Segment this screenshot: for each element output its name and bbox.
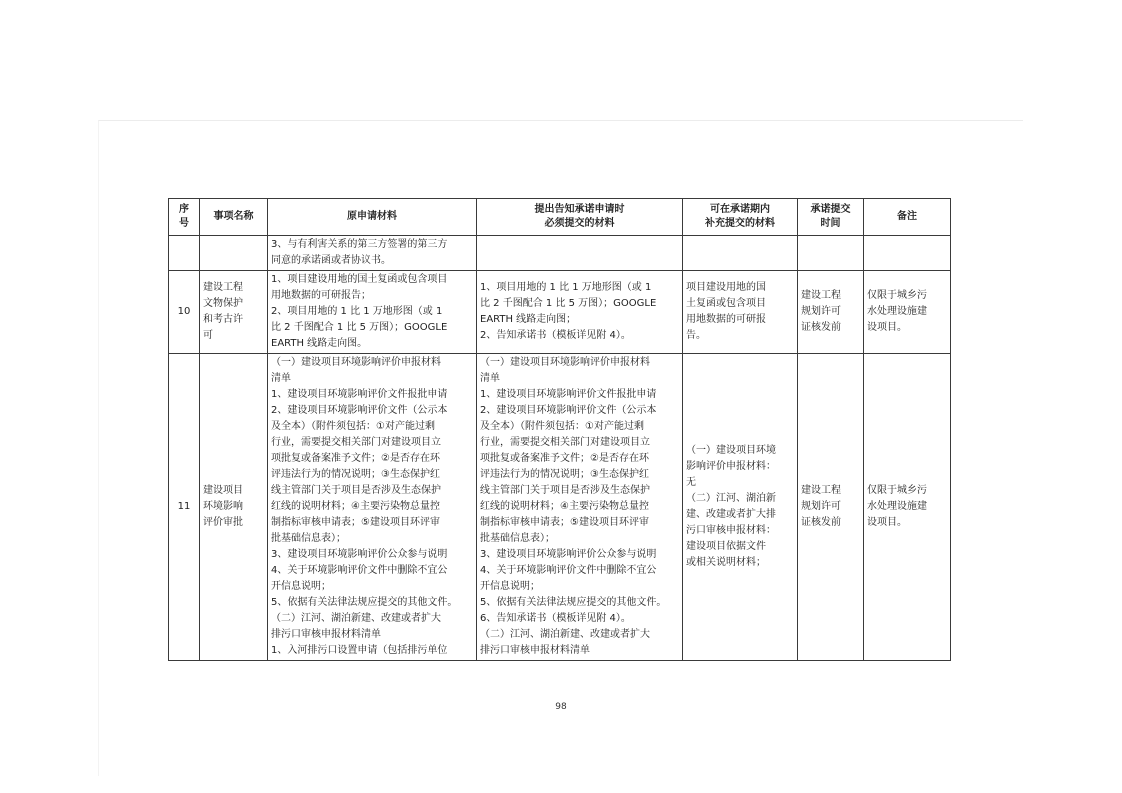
- cell-line: 行业，需要提交相关部门对建设项目立: [271, 437, 441, 448]
- row-commit-time: [798, 271, 864, 354]
- header-line: 备注: [897, 211, 917, 222]
- row-required-materials: [477, 236, 683, 271]
- cell-line: 2、告知承诺书（模板详见附 4）。: [480, 330, 631, 341]
- cell-line: 4、关于环境影响评价文件中删除不宜公: [271, 565, 448, 576]
- header-item-name: [200, 199, 268, 236]
- row-remark: [864, 354, 951, 661]
- cell-line: 影响评价申报材料：: [686, 461, 776, 472]
- cell-line: 清单: [271, 373, 291, 384]
- header-remark: [864, 199, 951, 236]
- header-line: 号: [179, 218, 189, 229]
- row-item-name: [200, 271, 268, 354]
- cell-line: 6、告知承诺书（模板详见附 4）。: [480, 613, 631, 624]
- cell-line: 开信息说明；: [480, 581, 540, 592]
- row-supplement-materials: [683, 236, 798, 271]
- cell-line: 水处理设施建: [867, 501, 927, 512]
- header-seq: [169, 199, 200, 236]
- cell-line: 1、入河排污口设置申请（包括排污单位: [271, 645, 448, 656]
- cell-line: 设项目。: [867, 322, 907, 333]
- cell-line: 或相关说明材料；: [686, 557, 766, 568]
- row-commit-time: [798, 236, 864, 271]
- cell-line: 批基础信息表）；: [480, 533, 555, 544]
- cell-line: （二）江河、湖泊新: [686, 493, 776, 504]
- cell-line: 排污口审核申报材料清单: [480, 645, 590, 656]
- cell-line: 比 2 千图配合 1 比 5 万图）；GOOGLE: [480, 298, 657, 309]
- cell-line: 建设工程: [801, 290, 841, 301]
- cell-line: 比 2 千图配合 1 比 5 万图）；GOOGLE: [271, 322, 448, 333]
- cell-line: 批基础信息表）；: [271, 533, 346, 544]
- header-line: 序: [179, 204, 189, 215]
- row-remark: [864, 236, 951, 271]
- cell-line: 仅限于城乡污: [867, 485, 927, 496]
- header-line: 承诺提交: [810, 204, 851, 215]
- cell-line: 1、项目建设用地的国土复函或包含项目: [271, 274, 448, 285]
- cell-line: 项批复或备案准予文件；②是否存在环: [271, 453, 440, 464]
- cell-line: 1、项目用地的 1 比 1 万地形图（或 1: [480, 282, 652, 293]
- cell-line: 2、建设项目环境影响评价文件（公示本: [480, 405, 657, 416]
- cell-line: 项批复或备案准予文件；②是否存在环: [480, 453, 649, 464]
- cell-line: 水处理设施建: [867, 306, 927, 317]
- cell-line: 1、建设项目环境影响评价文件报批申请: [271, 389, 448, 400]
- cell-line: 5、依据有关法律法规应提交的其他文件。: [480, 597, 667, 608]
- row-supplement-materials: [683, 354, 798, 661]
- cell-line: 评价审批: [203, 517, 243, 528]
- cell-line: 清单: [480, 373, 500, 384]
- header-line: 原申请材料: [347, 211, 397, 222]
- row-original-materials: [268, 354, 477, 661]
- cell-line: 证核发前: [801, 322, 841, 333]
- page-number: 98: [555, 702, 567, 712]
- header-row: [169, 199, 951, 236]
- cell-line: （二）江河、湖泊新建、改建或者扩大: [480, 629, 650, 640]
- cell-line: 3、建设项目环境影响评价公众参与说明: [480, 549, 657, 560]
- cell-line: 2、建设项目环境影响评价文件（公示本: [271, 405, 448, 416]
- cell-line: EARTH 线路走向图。: [271, 338, 368, 349]
- header-line: 可在承诺期内: [710, 204, 770, 215]
- cell-line: 污口审核申报材料：: [686, 525, 776, 536]
- cell-line: 红线的说明材料；④主要污染物总量控: [271, 501, 440, 512]
- cell-line: 建设项目依据文件: [686, 541, 766, 552]
- cell-line: 建设项目: [203, 485, 243, 496]
- row-number: 11: [169, 354, 200, 661]
- cell-line: （一）建设项目环境影响评价申报材料: [480, 357, 650, 368]
- cell-line: 设项目。: [867, 517, 907, 528]
- cell-line: 5、依据有关法律法规应提交的其他文件。: [271, 597, 458, 608]
- cell-line: （一）建设项目环境: [686, 445, 776, 456]
- cell-line: 建设工程: [203, 282, 243, 293]
- cell-line: 3、与有利害关系的第三方签署的第三方: [271, 239, 448, 250]
- cell-line: 证核发前: [801, 517, 841, 528]
- cell-line: 建设工程: [801, 485, 841, 496]
- cell-line: 开信息说明；: [271, 581, 331, 592]
- cell-line: 告。: [686, 330, 706, 341]
- row-required-materials: [477, 354, 683, 661]
- cell-line: 规划许可: [801, 306, 841, 317]
- cell-line: 同意的承诺函或者协议书。: [271, 255, 391, 266]
- cell-line: 仅限于城乡污: [867, 290, 927, 301]
- cell-line: 线主管部门关于项目是否涉及生态保护: [480, 485, 650, 496]
- cell-line: 及全本）（附件须包括：①对产能过剩: [480, 421, 644, 432]
- cell-line: （一）建设项目环境影响评价申报材料: [271, 357, 441, 368]
- row-original-materials: [268, 271, 477, 354]
- cell-line: 评违法行为的情况说明；③生态保护红: [480, 469, 649, 480]
- cell-line: 排污口审核申报材料清单: [271, 629, 381, 640]
- row-item-name: [200, 354, 268, 661]
- cell-line: 3、建设项目环境影响评价公众参与说明: [271, 549, 448, 560]
- table-row: [169, 236, 951, 271]
- header-supplement-materials: [683, 199, 798, 236]
- header-required-materials: [477, 199, 683, 236]
- cell-line: 环境影响: [203, 501, 243, 512]
- cell-line: 线主管部门关于项目是否涉及生态保护: [271, 485, 441, 496]
- row-item-name: [200, 236, 268, 271]
- row-original-materials: [268, 236, 477, 271]
- cell-line: 4、关于环境影响评价文件中删除不宜公: [480, 565, 657, 576]
- cell-line: 无: [686, 477, 696, 488]
- row-required-materials: [477, 271, 683, 354]
- row-supplement-materials: [683, 271, 798, 354]
- cell-line: EARTH 线路走向图；: [480, 314, 577, 325]
- cell-line: 用地数据的可研报: [686, 314, 766, 325]
- header-line: 时间: [820, 218, 841, 229]
- cell-line: 行业，需要提交相关部门对建设项目立: [480, 437, 650, 448]
- cell-line: 制指标审核申请表；⑤建设项目环评审: [480, 517, 649, 528]
- header-line: 必须提交的材料: [544, 218, 615, 229]
- cell-line: 土复函或包含项目: [686, 298, 766, 309]
- row-number: [169, 236, 200, 271]
- row-remark: [864, 271, 951, 354]
- cell-line: 1、建设项目环境影响评价文件报批申请: [480, 389, 657, 400]
- header-line: 事项名称: [213, 211, 254, 222]
- cell-line: 规划许可: [801, 501, 841, 512]
- cell-line: 及全本）（附件须包括：①对产能过剩: [271, 421, 435, 432]
- cell-line: 制指标审核申请表；⑤建设项目环评审: [271, 517, 440, 528]
- cell-line: 评违法行为的情况说明；③生态保护红: [271, 469, 440, 480]
- table-row: [169, 354, 951, 661]
- cell-line: 可: [203, 330, 213, 341]
- row-number: 10: [169, 271, 200, 354]
- header-line: 提出告知承诺申请时: [534, 204, 625, 215]
- cell-line: 红线的说明材料；④主要污染物总量控: [480, 501, 649, 512]
- cell-line: 和考古许: [203, 314, 243, 325]
- cell-line: 2、项目用地的 1 比 1 万地形图（或 1: [271, 306, 443, 317]
- header-commit-time: [798, 199, 864, 236]
- table-row: [169, 271, 951, 354]
- row-commit-time: [798, 354, 864, 661]
- cell-line: 项目建设用地的国: [686, 282, 766, 293]
- header-original-materials: [268, 199, 477, 236]
- cell-line: （二）江河、湖泊新建、改建或者扩大: [271, 613, 441, 624]
- cell-line: 用地数据的可研报告；: [271, 290, 371, 301]
- cell-line: 建、改建或者扩大排: [686, 509, 776, 520]
- materials-table: [168, 198, 951, 661]
- cell-line: 文物保护: [203, 298, 243, 309]
- header-line: 补充提交的材料: [705, 218, 775, 229]
